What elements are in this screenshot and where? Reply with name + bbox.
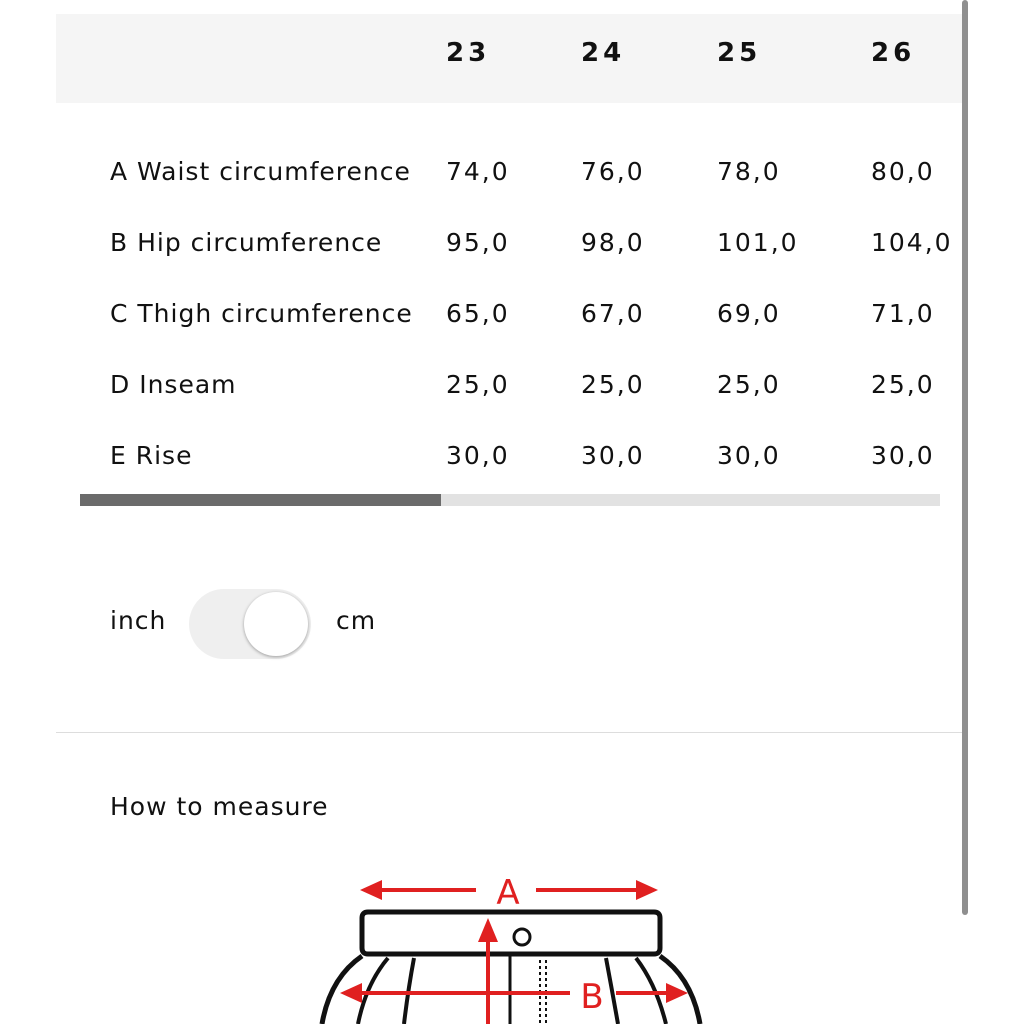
pants-measure-diagram xyxy=(300,860,740,1024)
section-divider xyxy=(56,732,962,733)
table-cell: 65,0 xyxy=(446,299,510,328)
table-cell: 25,0 xyxy=(446,370,510,399)
toggle-knob xyxy=(244,592,308,656)
table-horizontal-scrollbar[interactable] xyxy=(80,494,940,506)
page-vertical-scrollbar[interactable] xyxy=(962,0,968,915)
arrow-a-left-head xyxy=(360,880,382,900)
size-header-25: 25 xyxy=(717,38,762,68)
row-label: D Inseam xyxy=(110,370,237,399)
table-cell: 71,0 xyxy=(871,299,935,328)
label-a: A xyxy=(496,873,520,913)
row-label: C Thigh circumference xyxy=(110,299,413,328)
table-cell: 74,0 xyxy=(446,157,510,186)
size-header-26: 26 xyxy=(871,38,916,68)
unit-label-inch[interactable]: inch xyxy=(110,606,167,635)
unit-label-cm[interactable]: cm xyxy=(336,606,377,635)
table-cell: 69,0 xyxy=(717,299,781,328)
table-cell: 80,0 xyxy=(871,157,935,186)
arrow-a-right-head xyxy=(636,880,658,900)
table-cell: 98,0 xyxy=(581,228,645,257)
size-header-23: 23 xyxy=(446,38,491,68)
row-label: E Rise xyxy=(110,441,193,470)
table-cell: 25,0 xyxy=(871,370,935,399)
unit-toggle-switch[interactable] xyxy=(189,589,311,659)
table-cell: 25,0 xyxy=(717,370,781,399)
row-label: B Hip circumference xyxy=(110,228,383,257)
table-cell: 76,0 xyxy=(581,157,645,186)
table-cell: 95,0 xyxy=(446,228,510,257)
size-header-24: 24 xyxy=(581,38,626,68)
table-cell: 30,0 xyxy=(581,441,645,470)
table-cell: 25,0 xyxy=(581,370,645,399)
table-cell: 78,0 xyxy=(717,157,781,186)
button-icon xyxy=(514,929,530,945)
table-cell: 101,0 xyxy=(717,228,799,257)
table-cell: 30,0 xyxy=(446,441,510,470)
scrollbar-thumb[interactable] xyxy=(80,494,441,506)
label-b: B xyxy=(580,977,604,1017)
how-to-measure-title: How to measure xyxy=(110,792,329,821)
row-label: A Waist circumference xyxy=(110,157,411,186)
table-cell: 67,0 xyxy=(581,299,645,328)
size-header-band xyxy=(56,14,962,103)
waistband-outline xyxy=(362,912,660,954)
table-cell: 30,0 xyxy=(717,441,781,470)
table-cell: 104,0 xyxy=(871,228,953,257)
table-cell: 30,0 xyxy=(871,441,935,470)
arrow-b-left-head xyxy=(340,983,362,1003)
